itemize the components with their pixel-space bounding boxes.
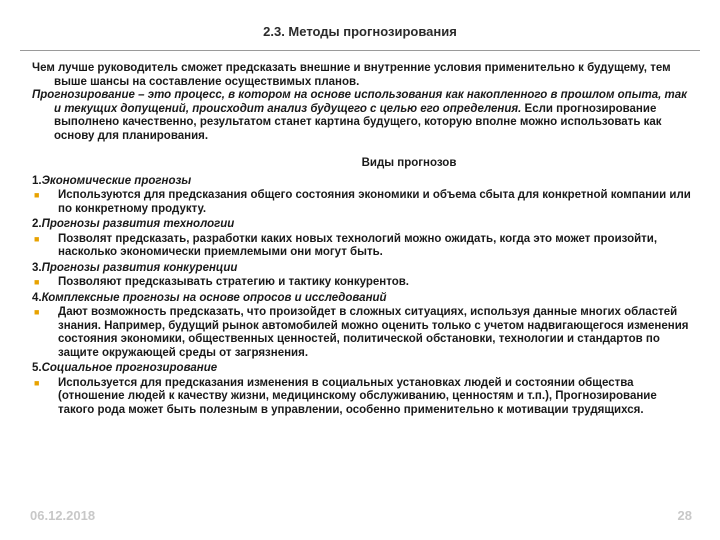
forecast-type-description bbox=[32, 276, 696, 290]
forecast-type-name: Прогнозы развития технологии bbox=[41, 218, 235, 230]
intro-paragraph: Чем лучше руководитель сможет предсказать внешние и внутренние условия применительно к будущему, тем выше шансы на составление осуществимых планов. bbox=[32, 62, 671, 88]
slide-title: 2.3. Методы прогнозирования bbox=[263, 24, 457, 39]
definition-paragraph bbox=[32, 89, 696, 143]
definition-conclusion: Если прогнозирование выполнено качественно, результатом станет картина будущего, которую вполне можно использовать как основу для планирования. bbox=[54, 102, 662, 142]
slide-body bbox=[32, 62, 696, 419]
forecast-type-number: 3. bbox=[32, 261, 42, 274]
forecast-type-number: 2. bbox=[32, 218, 42, 230]
forecast-types-heading: Виды прогнозов bbox=[361, 157, 457, 169]
footer-date: 06.12.2018 bbox=[30, 508, 96, 523]
square-bullet-icon: ■ bbox=[34, 233, 40, 244]
forecast-type-description-text: Позволят предсказать, разработки каких новых технологий можно ожидать, когда это может произойти, насколько экономически приемлемыми они могут быть. bbox=[58, 232, 658, 258]
forecast-types-list bbox=[32, 175, 696, 418]
forecast-type-heading bbox=[32, 218, 696, 232]
forecast-type-name: Экономические прогнозы bbox=[41, 174, 192, 187]
definition-text: – это процесс, в котором на основе использования как накопленного в прошлом опыта, так и текущих допущений, происходит анализ будущего с целью его определения. bbox=[54, 89, 687, 115]
forecast-type-description bbox=[32, 377, 696, 418]
forecast-type-description bbox=[32, 233, 696, 260]
square-bullet-icon: ■ bbox=[34, 307, 40, 317]
square-bullet-icon: ■ bbox=[34, 277, 40, 287]
forecast-type-number: 1. bbox=[32, 174, 42, 187]
forecast-type-name: Комплексные прогнозы на основе опросов и исследований bbox=[41, 291, 387, 304]
forecast-type-description-text: Используется для предсказания изменения в социальных установках людей и состоянии общества (отношение людей к качеству жизни, медицинскому обслуживанию, ценностям и т.п.), Прогнозирование такого рода может быть полезным в управлении, особенно применительно к мотивации трудящихся. bbox=[58, 376, 657, 416]
forecast-type-heading bbox=[32, 362, 696, 376]
forecast-type-heading bbox=[32, 262, 696, 276]
forecast-type-description-text: Позволяют предсказывать стратегию и тактику конкурентов. bbox=[58, 276, 409, 288]
forecast-type-heading bbox=[32, 292, 696, 306]
forecast-type-description bbox=[32, 306, 696, 360]
square-bullet-icon: ■ bbox=[34, 190, 40, 200]
square-bullet-icon: ■ bbox=[34, 377, 40, 388]
forecast-type-number: 5. bbox=[32, 362, 42, 374]
forecast-type-number: 4. bbox=[32, 291, 42, 304]
forecast-type-heading bbox=[32, 175, 696, 189]
title-divider bbox=[20, 50, 700, 51]
forecast-type-description-text: Используются для предсказания общего состояния экономики и объема сбыта для конкретной компании или по конкретному продукту. bbox=[58, 189, 691, 215]
forecast-type-description-text: Дают возможность предсказать, что произойдет в сложных ситуациях, используя данные многих областей знания. Например, будущий рынок автомобилей можно оценить только с учетом надвигающегося изменения состояния экономики, общественных ценностей, политической обстановки, технологии и стандартов по защите окружающей среды от загрязнения. bbox=[58, 306, 689, 359]
forecast-type-name: Прогнозы развития конкуренции bbox=[41, 261, 238, 274]
forecast-type-description bbox=[32, 189, 696, 216]
forecast-type-name: Социальное прогнозирование bbox=[41, 362, 218, 374]
definition-term: Прогнозирование bbox=[32, 89, 135, 101]
page-number: 28 bbox=[677, 508, 692, 523]
